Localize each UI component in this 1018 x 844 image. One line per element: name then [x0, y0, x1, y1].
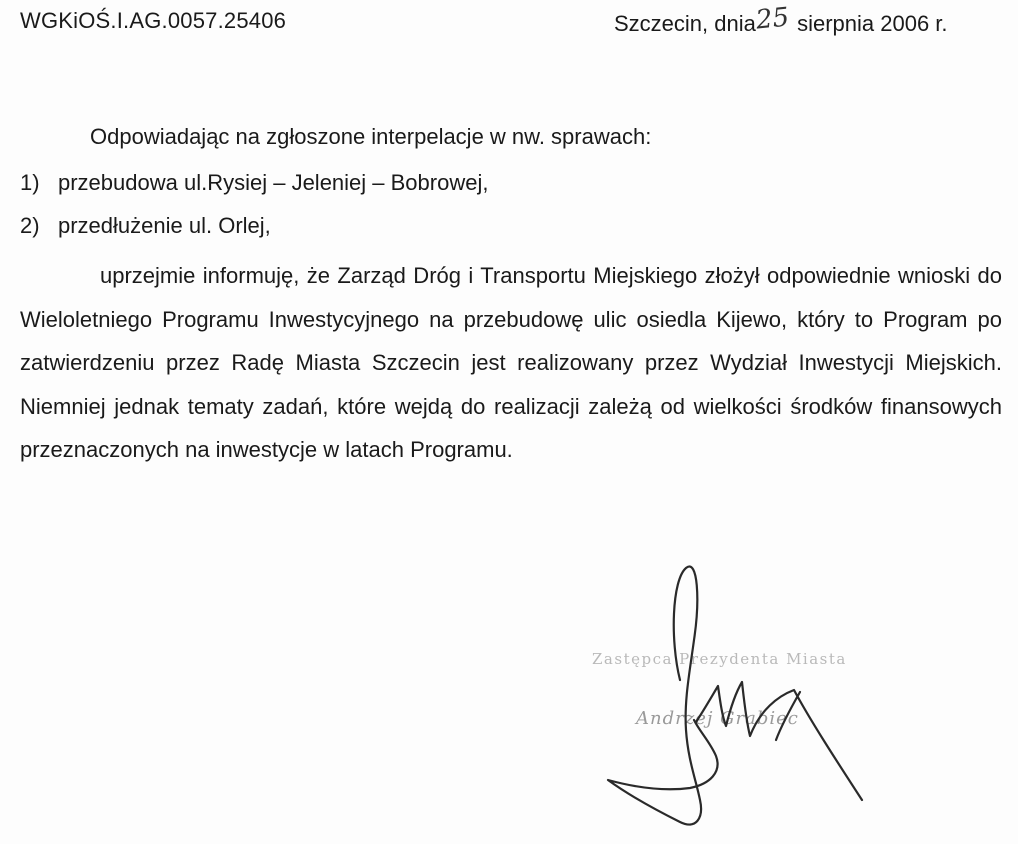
- list-item-text: przedłużenie ul. Orlej,: [58, 213, 271, 238]
- place-date: [614, 2, 948, 38]
- date-day-handwritten: 25: [754, 2, 791, 36]
- date-prefix: Szczecin, dnia: [614, 11, 756, 36]
- list-item: [20, 213, 271, 239]
- handwritten-signature: [600, 560, 870, 840]
- list-item-number: 2): [20, 213, 40, 238]
- list-item: [20, 170, 488, 196]
- body-paragraph: uprzejmie informuję, że Zarząd Dróg i Transportu Miejskiego złożył odpowiednie wnioski do Wieloletniego Programu Inwestycyjnego na przebudowę ulic osiedla Kijewo, który to Program po zatwierdzeniu przez Radę Miasta Szczecin jest realizowany przez Wydział Inwestycji Miejskich. Niemniej jednak tematy zadań, które wejdą do realizacji zależą od wielkości środków finansowych przeznaczonych na inwestycje w latach Programu.: [20, 263, 1002, 462]
- stamp-title: Zastępca Prezydenta Miasta: [592, 650, 847, 668]
- list-item-number: 1): [20, 170, 40, 195]
- intro-line: Odpowiadając na zgłoszone interpelacje w nw. sprawach:: [90, 124, 652, 149]
- date-suffix: sierpnia 2006 r.: [797, 11, 948, 36]
- list-item-text: przebudowa ul.Rysiej – Jeleniej – Bobrowej,: [58, 170, 489, 195]
- reference-number: WGKiOŚ.I.AG.0057.25406: [20, 8, 287, 33]
- stamp-name: Andrzej Grabiec: [636, 708, 799, 729]
